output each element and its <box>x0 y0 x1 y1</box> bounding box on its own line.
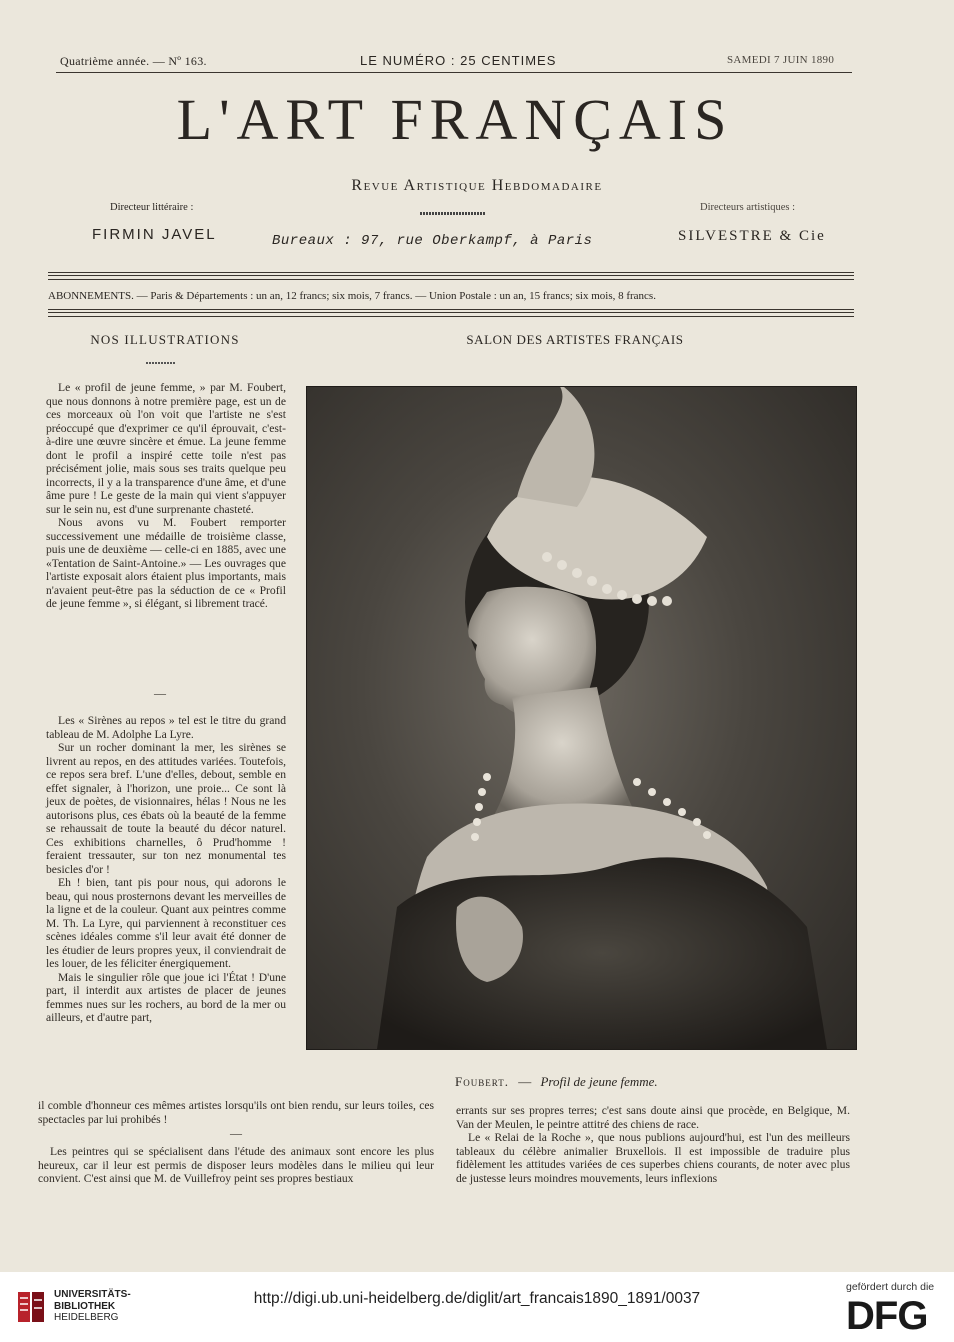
heading-ornament <box>146 362 176 364</box>
left-column-heading: NOS ILLUSTRATIONS <box>90 332 240 347</box>
portrait-figure <box>307 387 856 1049</box>
wide-paragraph-2 <box>38 1145 434 1186</box>
header-rule-thin <box>48 279 854 280</box>
artistic-directors-name: SILVESTRE & Cie <box>678 228 826 244</box>
right-column-text <box>456 1104 850 1185</box>
masthead-subtitle: Revue Artistique Hebdomadaire <box>351 177 603 194</box>
issue-number: Quatrième année. — Nº 163. <box>60 54 207 68</box>
issue-date: SAMEDI 7 JUIN 1890 <box>727 54 835 66</box>
subscription-rule <box>48 309 854 313</box>
left-column-text-2 <box>46 714 286 1025</box>
caption-dash: — <box>518 1074 532 1089</box>
portrait-illustration <box>306 386 857 1050</box>
article-paragraph: Les « Sirènes au repos » tel est le titre du grand tableau de M. Adolphe La Lyre. <box>46 714 286 741</box>
article-paragraph: Nous avons vu M. Foubert remporter successivement une médaille de troisième classe, puis une de deuxième — celle-ci en 1885, avec une «Tentation de Saint-Antoine.» — Les ouvrages que l'artiste exposait alors étaient plus importants, mais n'avaient peut-être pas la séduction de ce « Profil de jeune femme », si élégant, si librement tracé. <box>46 516 286 610</box>
top-rule <box>56 72 852 73</box>
library-name-line: UNIVERSITÄTS- <box>54 1289 131 1300</box>
masthead-title: L'ART FRANÇAIS <box>176 87 734 152</box>
library-name-line: BIBLIOTHEK <box>54 1300 116 1312</box>
article-paragraph: Le « Relai de la Roche », que nous publions aujourd'hui, est l'un des meilleurs tableaux du célèbre animalier Bruxellois. Il est impossible de traduire plus fidèlement les attitudes variées de ces superbes chiens courants, de noter avec plus de justesse leurs moindres mouvements, leurs inflexions <box>456 1131 850 1185</box>
caption-title: Profil de jeune femme. <box>540 1074 658 1089</box>
source-url[interactable]: http://digi.ub.uni-heidelberg.de/diglit/art_francais1890_1891/0037 <box>253 1290 701 1307</box>
literary-director-label: Directeur littéraire : <box>110 202 194 213</box>
article-paragraph: Sur un rocher dominant la mer, les sirènes se livrent au repos, en des attitudes variées. Toutefois, ce repos sera bref. L'une d'elles, debout, semble en effet signaler, à l'horizon, une proie... Ce sont là jeux de poètes, de visionnaires, hélas ! Nous ne les autorisons plus, ces ébats où la beauté de la femme se rehaussait de toute la beauté du décor naturel. Ces exhibitions charnelles, ô Prud'homme ! feraient tressauter, sur ton nez monumental tes besicles d'or ! <box>46 741 286 876</box>
section-separator: — <box>154 686 166 700</box>
wide-paragraph: il comble d'honneur ces mêmes artistes lorsqu'ils ont bien rendu, sur leurs toiles, ces spectacles par lui prohibés ! <box>38 1099 434 1126</box>
section-separator-2: — <box>230 1126 242 1140</box>
office-address: Bureaux : 97, rue Oberkampf, à Paris <box>272 233 593 249</box>
artistic-directors-label: Directeurs artistiques : <box>700 202 796 213</box>
subscription-rule-thin <box>48 316 854 317</box>
dfg-logo: DFG <box>846 1294 928 1338</box>
article-paragraph: Mais le singulier rôle que joue ici l'État ! D'une part, il interdit aux artistes de placer de jeunes femmes nues sur les rochers, au bord de la mer ou ailleurs, et d'autre part, <box>46 970 286 1024</box>
article-paragraph: Eh ! bien, tant pis pour nous, qui adorons le beau, qui nous prosternons devant les merveilles de la ligne et de la couleur. Quant aux peintres comme M. Th. La Lyre, qui parviennent à reconstituer ces scènes idéales comme s'il leur avait été donner de les étudier de leurs propres yeux, il conviendrait de les louer, de les féliciter énergiquement. <box>46 876 286 970</box>
literary-director-name: FIRMIN JAVEL <box>92 226 217 243</box>
library-name-line: HEIDELBERG <box>54 1312 119 1323</box>
funding-caption: gefördert durch die <box>846 1281 935 1293</box>
article-paragraph: errants sur ses propres terres; c'est sans doute ainsi que procède, en Belgique, M. Van der Meulen, le peintre attitré des chiens de race. <box>456 1104 850 1131</box>
right-column-heading: SALON DES ARTISTES FRANÇAIS <box>466 332 684 347</box>
subscription-rates: ABONNEMENTS. — Paris & Départements : un an, 12 francs; six mois, 7 francs. — Union Postale : un an, 15 francs; six mois, 8 francs. <box>48 290 656 302</box>
caption-artist: Foubert. <box>455 1074 509 1089</box>
left-column-text <box>46 381 286 611</box>
article-paragraph: Les peintres qui se spécialisent dans l'étude des animaux sont encore les plus heureux, car il leur est permis de disposer leurs modèles dans le milieu qui leur convient. C'est ainsi que M. de Vuillefroy peint ses propres bestiaux <box>38 1145 434 1185</box>
price: LE NUMÉRO : 25 CENTIMES <box>360 53 557 68</box>
ornament-divider <box>420 212 486 215</box>
article-paragraph: Le « profil de jeune femme, » par M. Foubert, que nous donnons à notre première page, est un de ces morceaux où l'on voit que l'artiste ne s'est préoccupé que d'exprimer ce qu'il éprouvait, c'est-à-dire une œuvre sincère et émue. La jeune femme dont le profil a inspiré cette toile n'est pas précisément jolie, mais sous ses traits quelque peu incorrects, il y a la transparence d'une âme, et d'une âme pure ! Le geste de la main qui vient s'appuyer sur le sein nu, est d'une surprenante chasteté. <box>46 381 286 516</box>
header-rule <box>48 272 854 276</box>
illustration-caption <box>455 1074 658 1090</box>
